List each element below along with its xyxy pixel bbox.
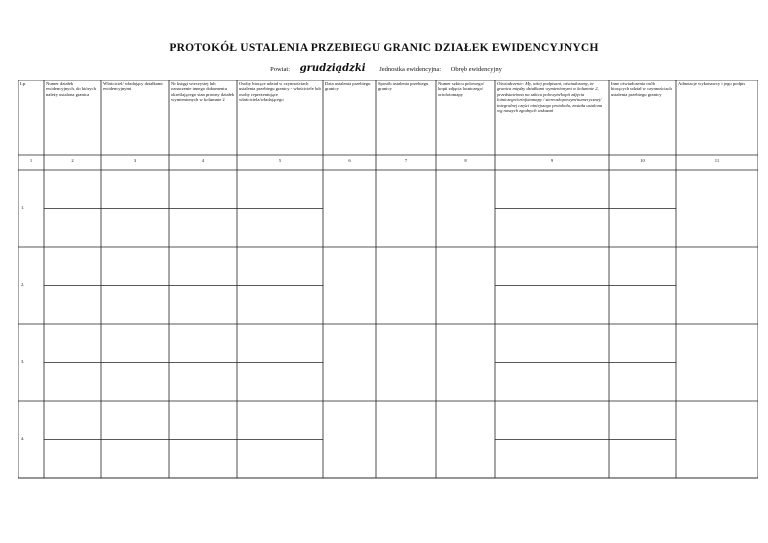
header-owner: Właściciel/ władający działkami ewidencyjnymi (103, 81, 163, 92)
header-declaration: Oświadczenie: My, niżej podpisani, oświadczamy, że granica między działkami wymienionymi w kolumnie 2, przedstawiona na szkicu polowym/kopii zdjęcia lotniczego/ortofotomapy / stereoskopowym/numerycznej/ integralnej części niniejszego protokołu, została ustalona wg naszych zgodnych wskazań (497, 81, 603, 114)
header-annotations: Adnotacje wykonawcy i jego podpis (678, 81, 746, 86)
header-sketch-number: Numer szkicu polowego/ kopii zdjęcia lotniczego/ ortofotomapy (438, 81, 485, 97)
column-number: 10 (640, 158, 645, 163)
header-date: Data ustalenia przebiegu granicy (325, 81, 371, 92)
row-label: 3. (21, 359, 25, 364)
header-method: Sposób ustalenia przebiegu granicy (378, 81, 429, 92)
header-lp: Lp. (20, 81, 27, 86)
column-number: 2 (71, 158, 74, 163)
header-other-declarations: Inne oświadczenia osób biorących udział w czynnościach ustalenia przebiegu granicy (611, 81, 672, 97)
powiat-value: grudziądzki (299, 63, 366, 74)
column-number: 6 (348, 158, 351, 163)
row-label: 4. (21, 436, 25, 441)
column-number: 9 (550, 158, 554, 163)
column-number: 4 (201, 158, 205, 163)
column-number: 5 (278, 158, 282, 163)
header-land-register: Nr księgi wieczystej lub oznaczenie innego dokumentu określającego stan prawny działek wymienionych w kolumnie 2 (171, 81, 235, 103)
column-number: 7 (404, 158, 408, 163)
location-line (0, 63, 768, 74)
powiat-field (266, 63, 371, 74)
row-label: 2. (21, 282, 25, 287)
column-number: 11 (714, 158, 720, 163)
column-number: 3 (133, 158, 137, 163)
obreb-label: Obręb ewidencyjny (450, 66, 502, 73)
powiat-label: Powiat: (270, 66, 291, 73)
column-number: 1 (29, 158, 33, 163)
header-parcel-numbers: Numer działek ewidencyjnych, do których należy ustalona granica (46, 81, 96, 97)
page-title: PROTOKÓŁ USTALENIA PRZEBIEGU GRANIC DZIAŁEK EWIDENCYJNYCH (169, 42, 599, 54)
jednostka-label: Jednostka ewidencyjna: (379, 66, 442, 73)
row-label: 1. (21, 205, 25, 210)
header-participants: Osoby biorące udział w czynnościach ustalenia przebiegu granicy - właściciele lub osoby reprezentujące właściciela/władającego (239, 81, 321, 103)
column-number: 8 (464, 158, 467, 163)
